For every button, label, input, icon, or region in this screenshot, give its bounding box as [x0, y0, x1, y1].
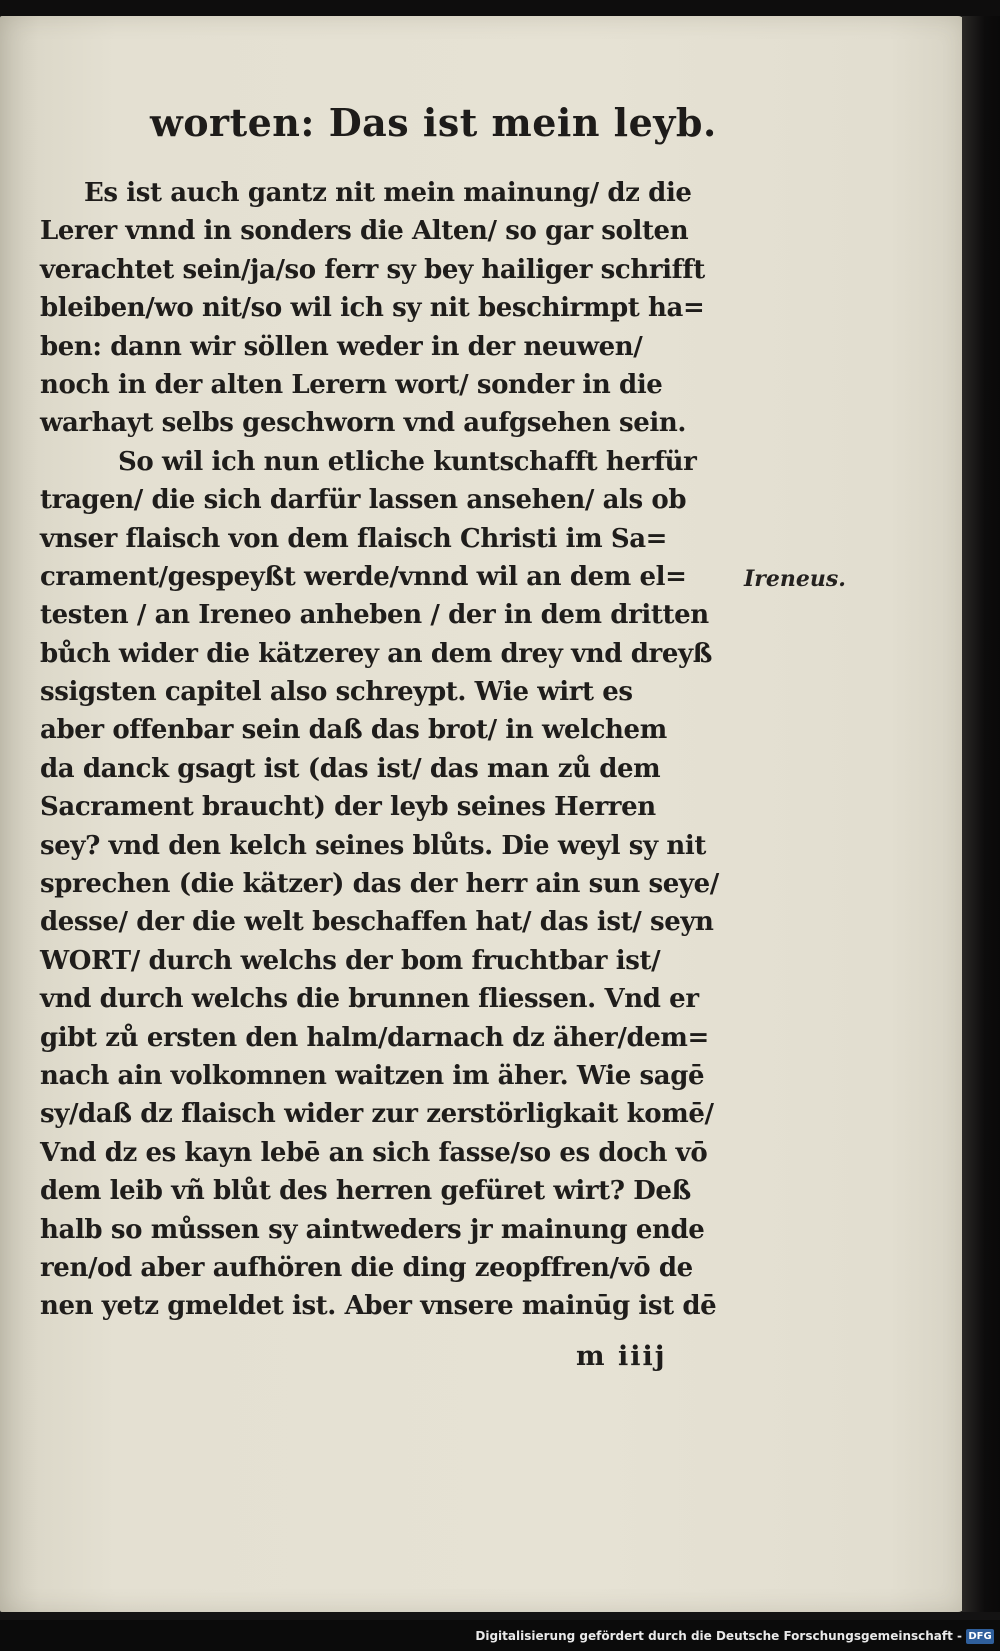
text-line: da danck gsagt ist (das ist/ das man zů dem: [40, 753, 661, 784]
signature-mark: m iiij: [576, 1341, 667, 1372]
text-line: Sacrament braucht) der leyb seines Herren: [40, 792, 656, 823]
text-line: WORT/ durch welchs der bom fruchtbar ist/: [40, 945, 661, 976]
text-line: bůch wider die kätzerey an dem drey vnd dreyß: [40, 638, 713, 669]
text-line: vnd durch welchs die brunnen fliessen. Vnd er: [40, 984, 699, 1015]
text-line: ssigsten capitel also schreypt. Wie wirt es: [40, 677, 633, 708]
running-heading: worten: Das ist mein leyb.: [150, 100, 717, 145]
text-line: gibt zů ersten den halm/darnach dz äher/dem=: [40, 1022, 709, 1053]
text-line: nach ain volkomnen waitzen im äher. Wie sagē: [40, 1060, 705, 1091]
text-line: Es ist auch gantz nit mein mainung/ dz die: [84, 178, 692, 208]
text-line: nen yetz gmeldet ist. Aber vnsere mainūg ist dē: [40, 1291, 717, 1322]
dfg-logo-badge: DFG: [966, 1629, 994, 1644]
text-line: crament/gespeyßt werde/vnnd wil an dem el=: [40, 561, 687, 592]
text-line: sprechen (die kätzer) das der herr ain sun seye/: [40, 869, 719, 900]
text-line: Lerer vnnd in sonders die Alten/ so gar solten: [40, 216, 689, 247]
body-text: [40, 174, 760, 1326]
text-line: sy/daß dz flaisch wider zur zerstörligkait komē/: [40, 1099, 714, 1130]
margin-note: Ireneus.: [744, 566, 846, 592]
text-line: warhayt selbs geschworn vnd aufgsehen sein.: [40, 408, 686, 439]
text-line: bleiben/wo nit/so wil ich sy nit beschirmpt ha=: [40, 293, 705, 324]
text-line: desse/ der die welt beschaffen hat/ das ist/ seyn: [40, 907, 714, 938]
text-line: testen / an Ireneo anheben / der in dem dritten: [40, 600, 709, 631]
text-line: So wil ich nun etliche kuntschafft herfür: [118, 446, 697, 477]
page-gutter-shadow: [962, 16, 1000, 1612]
text-line: aber offenbar sein daß das brot/ in welchem: [40, 715, 667, 746]
text-line: verachtet sein/ja/so ferr sy bey hailiger schrifft: [40, 254, 705, 285]
text-line: Vnd dz es kayn lebē an sich fasse/so es doch vō: [40, 1137, 708, 1168]
digitization-credit: Digitalisierung gefördert durch die Deutsche Forschungsgemeinschaft -: [475, 1629, 962, 1643]
text-line: ben: dann wir söllen weder in der neuwen/: [40, 331, 643, 362]
text-line: tragen/ die sich darfür lassen ansehen/ als ob: [40, 485, 687, 516]
text-line: ren/od aber aufhören die ding zeopffren/vō de: [40, 1252, 693, 1283]
text-line: noch in der alten Lerern wort/ sonder in die: [40, 369, 663, 400]
text-line: sey? vnd den kelch seines blůts. Die weyl sy nit: [40, 830, 706, 861]
text-line: vnser flaisch von dem flaisch Christi im Sa=: [40, 523, 668, 554]
text-line: dem leib vñ blůt des herren gefüret wirt? Deß: [40, 1176, 691, 1207]
text-line: halb so můssen sy aintweders jr mainung ende: [40, 1214, 705, 1245]
